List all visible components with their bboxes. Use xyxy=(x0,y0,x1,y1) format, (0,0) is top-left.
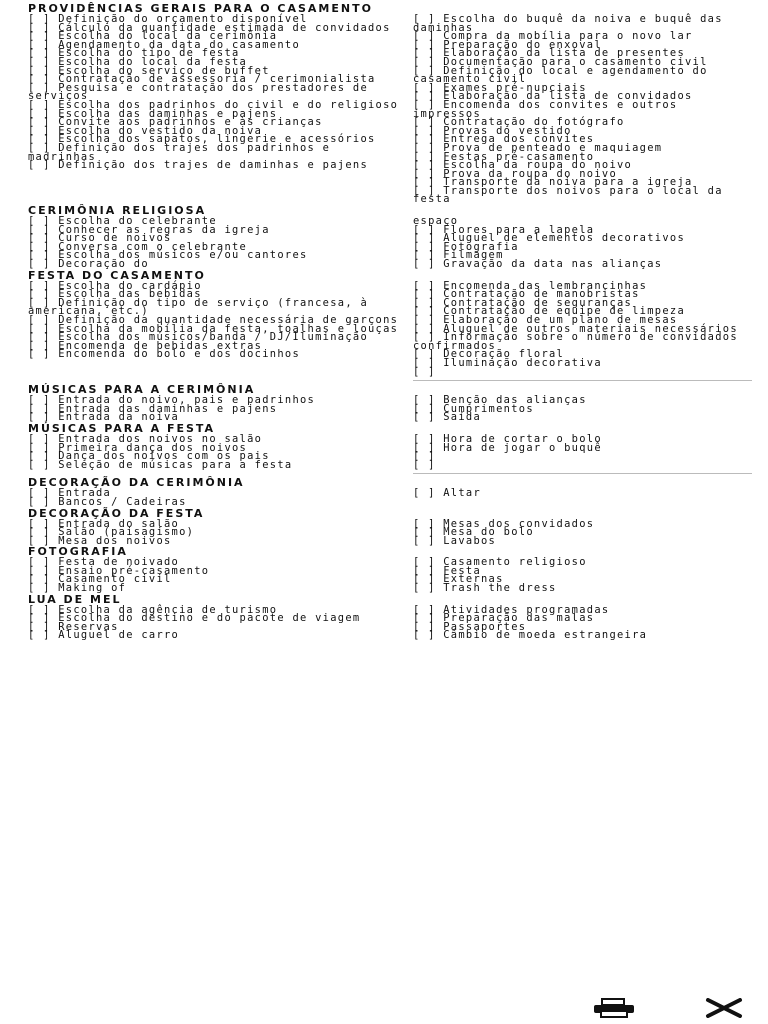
checklist-item[interactable]: [ ] Conhecer as regras da igreja xyxy=(28,223,270,236)
checklist-item[interactable]: [ ] Altar xyxy=(413,487,482,500)
checklist-item[interactable]: [ ] Escolha das daminhas e pajens xyxy=(28,107,278,120)
section-columns xyxy=(28,489,752,506)
checklist-item[interactable]: [ ] Flores para a lapela xyxy=(413,223,595,236)
checklist-page xyxy=(28,2,752,640)
checklist-item[interactable]: [ ] Saída xyxy=(413,411,482,424)
section-heading: LUA DE MEL xyxy=(28,592,122,606)
checklist-item[interactable]: [ ] Entrada xyxy=(28,487,112,500)
checklist-item[interactable]: [ ] Passaportes xyxy=(413,620,527,633)
section-columns xyxy=(28,517,752,547)
left-column xyxy=(28,432,413,476)
checklist-item[interactable]: [ ] Contratação de manobristas xyxy=(413,288,640,301)
checklist-item[interactable]: [ ] Definição dos trajes de daminhas e pajens xyxy=(28,159,369,172)
checklist-item[interactable]: [ ] Festa de noivado xyxy=(28,556,180,569)
section-heading: FOTOGRAFIA xyxy=(28,545,128,559)
checklist-item[interactable]: [ ] Contratação de equipe de limpeza xyxy=(413,305,686,318)
left-column xyxy=(28,603,413,642)
checklist-item[interactable]: [ ] Cumprimentos xyxy=(413,402,534,415)
checklist-item[interactable]: espaço xyxy=(413,215,459,228)
checklist-item[interactable]: [ ] xyxy=(413,450,436,463)
checklist-item[interactable]: [ ] Entrada do noivo, pais e padrinhos xyxy=(28,394,316,407)
checklist-item[interactable]: [ ] Mesa dos noivos xyxy=(28,534,172,547)
right-column xyxy=(413,15,752,204)
checklist-item[interactable]: [ ] Transporte dos noivos para o local da festa xyxy=(413,184,731,206)
checklist-item[interactable]: [ ] Encomenda dos convites e outros impressos xyxy=(413,98,686,120)
checklist-item[interactable]: [ ] Escolha do local da cerimônia xyxy=(28,30,278,43)
checklist-item[interactable]: [ ] Mesa do bolo xyxy=(413,526,534,539)
checklist-item[interactable]: [ ] Transporte da noiva para a igreja xyxy=(413,176,693,189)
left-column xyxy=(28,279,413,384)
checklist-item[interactable]: [ ] Hora de jogar o buquê xyxy=(413,441,602,454)
checklist-item[interactable]: [ ] Entrada dos noivos no salão xyxy=(28,432,263,445)
checklist-item[interactable]: [ ] Definição do orçamento disponível xyxy=(28,13,308,25)
checklist-item[interactable]: [ ] Definição da quantidade necessária de garçons xyxy=(28,314,399,326)
checklist-item[interactable]: [ ] Fotografia xyxy=(413,240,519,253)
section-heading: PROVIDÊNCIAS GERAIS PARA O CASAMENTO xyxy=(28,2,373,15)
checklist-item[interactable]: [ ] Contratação de assessoria / cerimonialista xyxy=(28,73,376,86)
checklist-item[interactable]: [ ] Prova da roupa do noivo xyxy=(413,167,618,180)
left-column xyxy=(28,489,413,506)
section-columns xyxy=(28,217,752,269)
checklist-item[interactable]: [ ] Aluguel de carro xyxy=(28,629,180,642)
checklist-item[interactable]: [ ] Contratação de seguranças xyxy=(413,296,633,309)
checklist-item[interactable]: [ ] Ensaio pré-casamento xyxy=(28,564,210,577)
section-heading: MÚSICAS PARA A CERIMÔNIA xyxy=(28,383,256,397)
checklist-item[interactable]: [ ] Câmbio de moeda estrangeira xyxy=(413,629,648,642)
checklist-item[interactable]: [ ] Entrada do salão xyxy=(28,517,180,530)
right-column xyxy=(413,517,752,547)
checklist-item[interactable]: [ ] Informação sobre o número de convidados confirmados xyxy=(413,331,746,352)
checklist-item[interactable]: [ ] Escolha dos padrinhos do civil e do religioso xyxy=(28,98,399,111)
checklist-item[interactable]: [ ] Definição do tipo de serviço (francesa, à americana, etc.) xyxy=(28,296,376,318)
checklist-item[interactable]: [ ] Dança dos noivos com os pais xyxy=(28,450,270,463)
checklist-item[interactable]: [ ] Pesquisa e contratação dos prestadores de serviços xyxy=(28,81,376,103)
checklist-item[interactable]: [ ] Escolha dos músicos/banda / DJ/Iluminação xyxy=(28,331,369,344)
checklist-item[interactable]: [ ] Definição do local e agendamento do casamento civil xyxy=(413,64,716,86)
checklist-item[interactable]: [ ] Preparação das malas xyxy=(413,612,595,625)
section-columns xyxy=(28,432,752,476)
checklist-item[interactable]: [ ] Escolha do buquê da noiva e buquê das daminhas xyxy=(413,13,731,34)
checklist-item[interactable]: [ ] Festas pré-casamento xyxy=(413,150,595,163)
checklist-item[interactable]: [ ] Elaboração de um plano de mesas xyxy=(413,314,678,326)
divider xyxy=(413,469,752,474)
checklist-item[interactable]: [ ] Hora de cortar o bolo xyxy=(413,432,602,445)
right-column xyxy=(413,556,752,595)
checklist-item[interactable]: [ ] Reservas xyxy=(28,620,119,633)
checklist-item[interactable]: [ ] Salão (paisagismo) xyxy=(28,526,195,539)
left-column xyxy=(28,517,413,547)
checklist-item[interactable]: [ ] Escolha do destino e do pacote de viagem xyxy=(28,612,361,625)
checklist-item[interactable]: [ ] Seleção de músicas para a festa xyxy=(28,458,293,471)
section-columns xyxy=(28,396,752,422)
checklist-item[interactable]: [ ] Cálculo da quantidade estimada de convidados xyxy=(28,21,391,34)
checklist-item[interactable]: [ ] Decoração do xyxy=(28,258,149,271)
section-heading: FESTA DO CASAMENTO xyxy=(28,268,206,282)
checklist-item[interactable]: [ ] Trash the dress xyxy=(413,582,557,595)
section-columns xyxy=(28,279,752,384)
checklist-item[interactable]: [ ] Aluguel de elementos decorativos xyxy=(413,232,686,245)
checklist-item[interactable]: [ ] Primeira dança dos noivos xyxy=(28,441,248,454)
section-heading: CERIMÔNIA RELIGIOSA xyxy=(28,204,207,218)
checklist-item[interactable]: [ ] Escolha da mobília da festa, toalhas e louças xyxy=(28,322,399,335)
divider xyxy=(413,376,752,381)
checklist-item[interactable]: [ ] Filmagem xyxy=(413,249,504,262)
right-column xyxy=(413,217,752,269)
checklist-item[interactable]: [ ] Conversa com o celebrante xyxy=(28,240,248,253)
checklist-item[interactable]: [ ] Aluguel de outros materiais necessários xyxy=(413,322,738,335)
checklist-item[interactable]: [ ] Escolha das bebidas xyxy=(28,288,202,301)
checklist-item[interactable]: [ ] Agendamento da data do casamento xyxy=(28,38,301,51)
checklist-item[interactable]: [ ] Escolha dos sapatos, lingerie e acessórios xyxy=(28,133,376,146)
section-heading: MÚSICAS PARA A FESTA xyxy=(28,421,216,435)
checklist-item[interactable]: [ ] Exames pré-nupciais xyxy=(413,81,587,94)
checklist-item[interactable]: [ ] Elaboração da lista de presentes xyxy=(413,47,686,60)
checklist-item[interactable]: [ ] Lavabos xyxy=(413,534,497,547)
section-columns xyxy=(28,603,752,642)
checklist-item[interactable]: [ ] Elaboração da lista de convidados xyxy=(413,90,693,103)
checklist-item[interactable]: [ ] Escolha da roupa do noivo xyxy=(413,159,633,172)
checklist-item[interactable]: [ ] xyxy=(413,365,436,378)
checklist-item[interactable]: [ ] Escolha do tipo de festa xyxy=(28,47,240,60)
checklist-item[interactable]: [ ] Encomenda do bolo e dos docinhos xyxy=(28,348,301,361)
left-column xyxy=(28,217,413,269)
checklist-item[interactable]: [ ] Provas do vestido xyxy=(413,124,572,137)
close-icon[interactable] xyxy=(704,998,744,1018)
checklist-item[interactable]: [ ] Entrada da noiva xyxy=(28,411,180,424)
section-columns xyxy=(28,15,752,204)
right-column xyxy=(413,489,752,506)
left-column xyxy=(28,15,413,204)
checklist-item[interactable]: [ ] Definição dos trajes dos padrinhos e madrinhas xyxy=(28,141,338,163)
checklist-item[interactable]: [ ] Encomenda das lembrancinhas xyxy=(413,279,648,292)
printer-icon[interactable] xyxy=(592,998,638,1018)
checklist-item[interactable]: [ ] Convite aos padrinhos e às crianças xyxy=(28,116,323,129)
checklist-item[interactable]: [ ] Documentação para o casamento civil xyxy=(413,55,708,68)
checklist-item[interactable]: [ ] Festa xyxy=(413,564,482,577)
right-column xyxy=(413,279,752,384)
checklist-item[interactable]: [ ] Bancos / Cadeiras xyxy=(28,495,187,508)
checklist-item[interactable]: [ ] Casamento civil xyxy=(28,573,172,586)
checklist-item[interactable]: [ ] Contratação do fotógrafo xyxy=(413,116,625,129)
checklist-item[interactable]: [ ] Encomenda de bebidas extras xyxy=(28,339,263,352)
checklist-item[interactable]: [ ] Benção das alianças xyxy=(413,394,587,407)
checklist-item[interactable]: [ ] Escolha da agência de turismo xyxy=(28,603,278,616)
checklist-item[interactable]: [ ] Prova de penteado e maquiagem xyxy=(413,141,663,154)
section-heading: DECORAÇÃO DA CERIMÔNIA xyxy=(28,476,245,490)
checklist-item[interactable]: [ ] Escolha do vestido da noiva xyxy=(28,124,263,137)
checklist-item[interactable]: [ ] Iluminação decorativa xyxy=(413,356,602,369)
section-heading: DECORAÇÃO DA FESTA xyxy=(28,506,205,520)
checklist-item[interactable]: [ ] Escolha do local da festa xyxy=(28,55,248,68)
left-column xyxy=(28,556,413,595)
checklist-item[interactable]: [ ] Making of xyxy=(28,582,127,595)
checklist-item[interactable]: [ ] Escolha do celebrante xyxy=(28,215,217,228)
checklist-item[interactable]: [ ] Decoração floral xyxy=(413,348,565,361)
right-column xyxy=(413,432,752,476)
checklist-item[interactable]: [ ] Preparação do enxoval xyxy=(413,38,602,51)
checklist-item[interactable]: [ ] Atividades programadas xyxy=(413,603,610,616)
right-column xyxy=(413,603,752,642)
checklist-item[interactable]: [ ] Escolha do serviço de buffet xyxy=(28,64,270,77)
checklist-item[interactable]: [ ] Entrega dos convites xyxy=(413,133,595,146)
checklist-item[interactable]: [ ] Casamento religioso xyxy=(413,556,587,569)
left-column xyxy=(28,396,413,422)
checklist-item[interactable]: [ ] Gravação da data nas alianças xyxy=(413,258,663,271)
footer-toolbar xyxy=(592,998,762,1020)
section-columns xyxy=(28,556,752,595)
checklist-item[interactable]: [ ] Escolha dos músicos e/ou cantores xyxy=(28,249,308,262)
right-column xyxy=(413,396,752,422)
checklist-item[interactable]: [ ] Mesas dos convidados xyxy=(413,517,595,530)
checklist-item[interactable]: [ ] Externas xyxy=(413,573,504,586)
checklist-item[interactable]: [ ] xyxy=(413,458,436,471)
checklist-item[interactable]: [ ] Compra da mobília para o novo lar xyxy=(413,30,693,43)
checklist-item[interactable]: [ ] Entrada das daminhas e pajens xyxy=(28,402,278,415)
checklist-item[interactable]: [ ] Escolha do cardápio xyxy=(28,279,202,292)
checklist-item[interactable]: [ ] Curso de noivos xyxy=(28,232,172,245)
